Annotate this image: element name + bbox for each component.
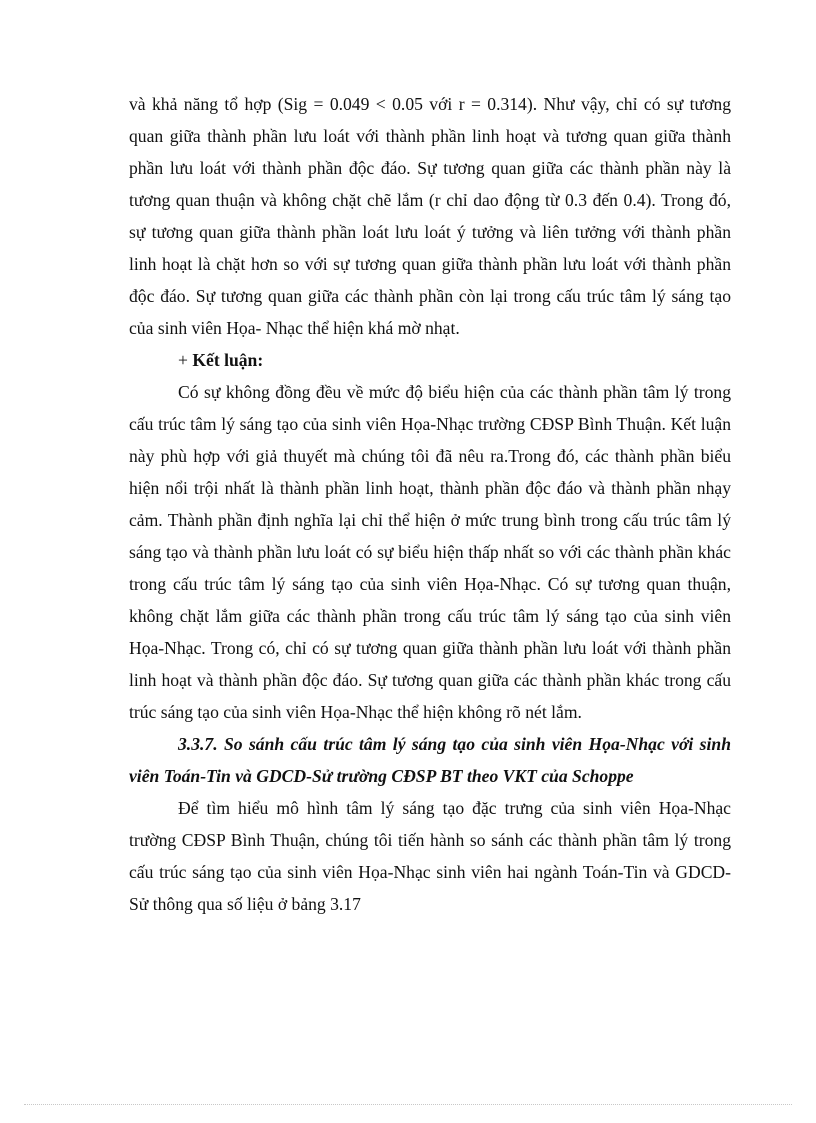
page-bottom-border	[24, 1104, 792, 1105]
document-page	[129, 88, 731, 920]
paragraph-conclusion: Có sự không đồng đều về mức độ biểu hiện của các thành phần tâm lý trong cấu trúc tâm lý sáng tạo của sinh viên Họa-Nhạc trường CĐSP Bình Thuận. Kết luận này phù hợp với giả thuyết mà chúng tôi đã nêu ra.Trong đó, các thành phần biểu hiện nổi trội nhất là thành phần linh hoạt, thành phần độc đáo và thành phần nhạy cảm. Thành phần định nghĩa lại chỉ thể hiện ở mức trung bình trong cấu trúc tâm lý sáng tạo và thành phần lưu loát có sự biểu hiện thấp nhất so với các thành phần khác trong cấu trúc tâm lý sáng tạo của sinh viên Họa-Nhạc. Có sự tương quan thuận, không chặt lắm giữa các thành phần trong cấu trúc tâm lý sáng tạo của sinh viên Họa-Nhạc. Trong có, chỉ có sự tương quan giữa thành phần lưu loát với thành phần linh hoạt và thành phần độc đáo. Sự tương quan giữa các thành phần khác trong cấu trúc sáng tạo của sinh viên Họa-Nhạc thể hiện không rõ nét lắm.	[129, 382, 731, 722]
section-heading-3-3-7: 3.3.7. So sánh cấu trúc tâm lý sáng tạo của sinh viên Họa-Nhạc với sinh viên Toán-Tin và GDCD-Sử trường CĐSP BT theo VKT của Schoppe	[129, 734, 731, 786]
conclusion-prefix: +	[178, 350, 193, 370]
paragraph-correlation-summary: và khả năng tổ hợp (Sig = 0.049 < 0.05 với r = 0.314). Như vậy, chỉ có sự tương quan giữa thành phần lưu loát với thành phần linh hoạt và tương quan giữa thành phần lưu loát với thành phần độc đáo. Sự tương quan giữa các thành phần này là tương quan thuận và không chặt chẽ lắm (r chỉ dao động từ 0.3 đến 0.4). Trong đó, sự tương quan giữa thành phần loát lưu loát ý tưởng và liên tưởng với thành phần linh hoạt là chặt hơn so với sự tương quan giữa thành phần lưu loát với thành phần độc đáo. Sự tương quan giữa các thành phần còn lại trong cấu trúc tâm lý sáng tạo của sinh viên Họa- Nhạc thể hiện khá mờ nhạt.	[129, 94, 731, 338]
conclusion-heading	[129, 344, 731, 376]
paragraph-comparison-intro: Để tìm hiểu mô hình tâm lý sáng tạo đặc trưng của sinh viên Họa-Nhạc trường CĐSP Bình Thuận, chúng tôi tiến hành so sánh các thành phần tâm lý trong cấu trúc sáng tạo của sinh viên Họa-Nhạc sinh viên hai ngành Toán-Tin và GDCD-Sử thông qua số liệu ở bảng 3.17	[129, 798, 731, 914]
conclusion-label: Kết luận:	[192, 350, 264, 370]
